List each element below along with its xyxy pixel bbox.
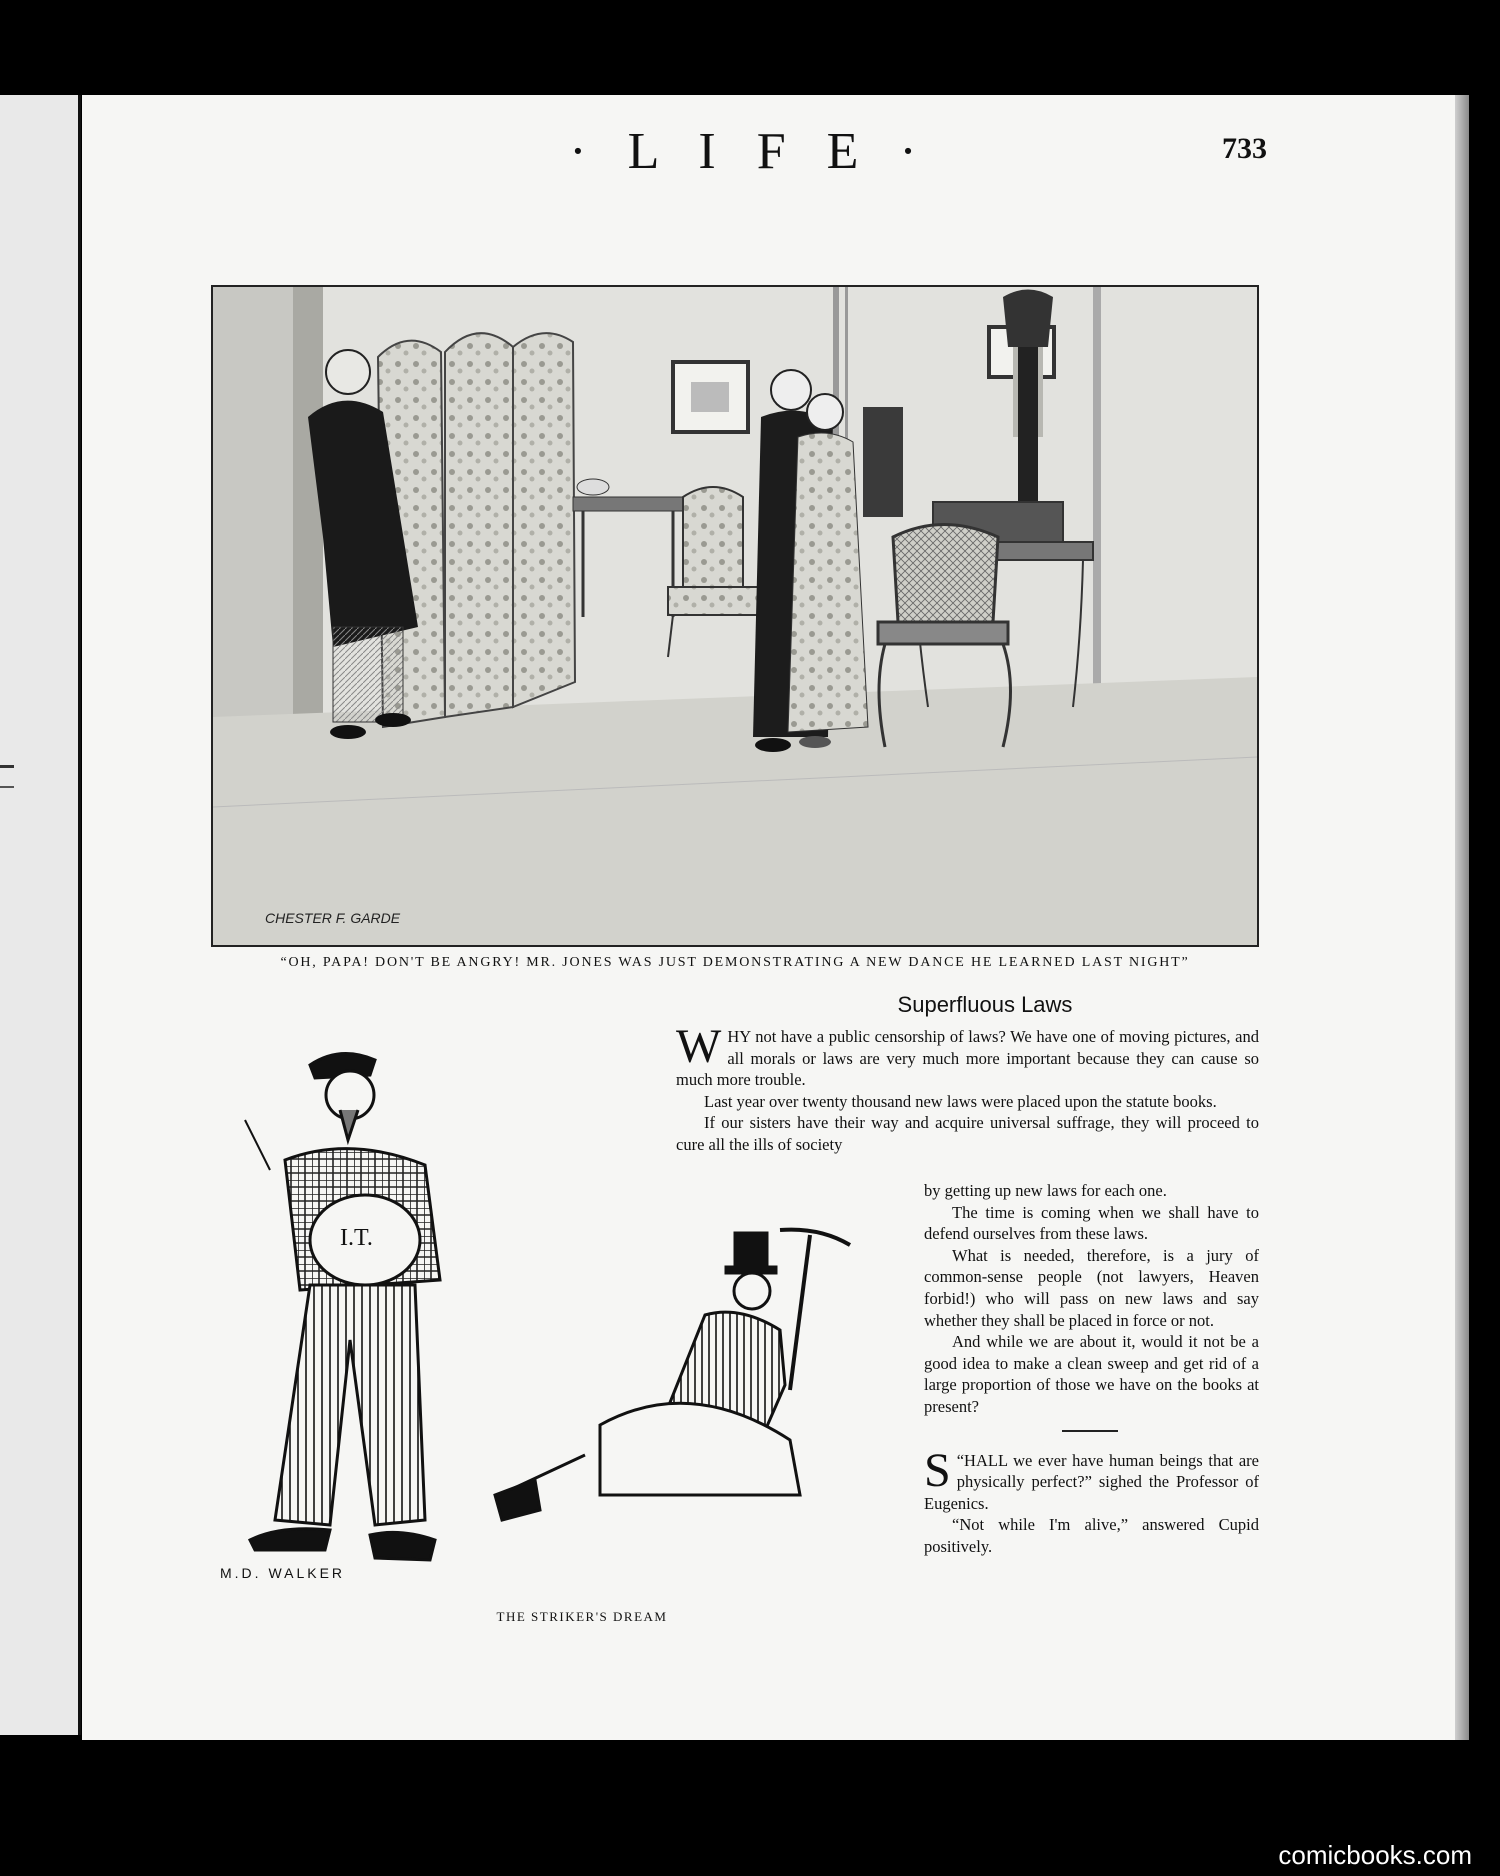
digging-capitalist-figure	[490, 1225, 890, 1535]
main-illustration-signature: CHESTER F. GARDE	[265, 910, 401, 926]
masthead-title: · L I F E ·	[569, 123, 931, 180]
article-paragraph-5: What is needed, therefore, is a jury of common-sense people (not lawyers, Heaven forbid!) who will pass on new laws and say whether they shall be placed in force or not.	[924, 1245, 1259, 1330]
section-divider	[1062, 1430, 1118, 1432]
parlor-illustration	[211, 285, 1259, 947]
article-dropcap: W	[676, 1020, 722, 1073]
article-paragraph-3: If our sisters have their way and acquire universal suffrage, they will proceed to cure all the ills of society	[676, 1113, 1259, 1154]
striker-illustration-signature: M.D. WALKER	[220, 1565, 346, 1580]
article-column-wide	[676, 1020, 1259, 1156]
article-paragraph-6: And while we are about it, would it not be a good idea to make a clean sweep and get rid of a large proportion of those we have on the books at present?	[924, 1332, 1259, 1416]
site-watermark: comicbooks.com	[1278, 1840, 1472, 1870]
main-illustration-caption: “OH, PAPA! DON'T BE ANGRY! MR. JONES WAS JUST DEMONSTRATING A NEW DANCE HE LEARNED LAST NIGHT”	[280, 955, 1190, 970]
joke-dropcap: S	[924, 1443, 951, 1497]
article-paragraph-4: The time is coming when we shall have to defend ourselves from these laws.	[924, 1202, 1259, 1244]
svg-text:I.T.: I.T.	[340, 1225, 373, 1251]
article-paragraph-1: WHY not have a public censorship of laws? We have one of moving pictures, and all morals or laws are very much more important because they can cause so much more trouble.	[676, 1020, 1259, 1090]
striker-worker-figure	[200, 1040, 530, 1580]
facing-page-mark	[0, 765, 14, 788]
striker-illustration-caption: THE STRIKER'S DREAM	[496, 1609, 668, 1624]
joke-paragraph-1: “ S HALL we ever have human beings that are physically perfect?” sighed the Professor of Eugenics.	[924, 1443, 1259, 1513]
article-title: Superfluous Laws	[897, 992, 1073, 1017]
page-number: 733	[1222, 132, 1267, 165]
article-paragraph-3-cont: by getting up new laws for each one.	[924, 1181, 1167, 1200]
page-stack-edge	[1455, 95, 1469, 1740]
article-paragraph-2: Last year over twenty thousand new laws were placed upon the statute books.	[704, 1091, 1217, 1111]
facing-page-edge	[0, 95, 81, 1735]
joke-paragraph-2: “Not while I'm alive,” answered Cupid positively.	[924, 1515, 1259, 1556]
article-column-narrow	[924, 1180, 1259, 1558]
